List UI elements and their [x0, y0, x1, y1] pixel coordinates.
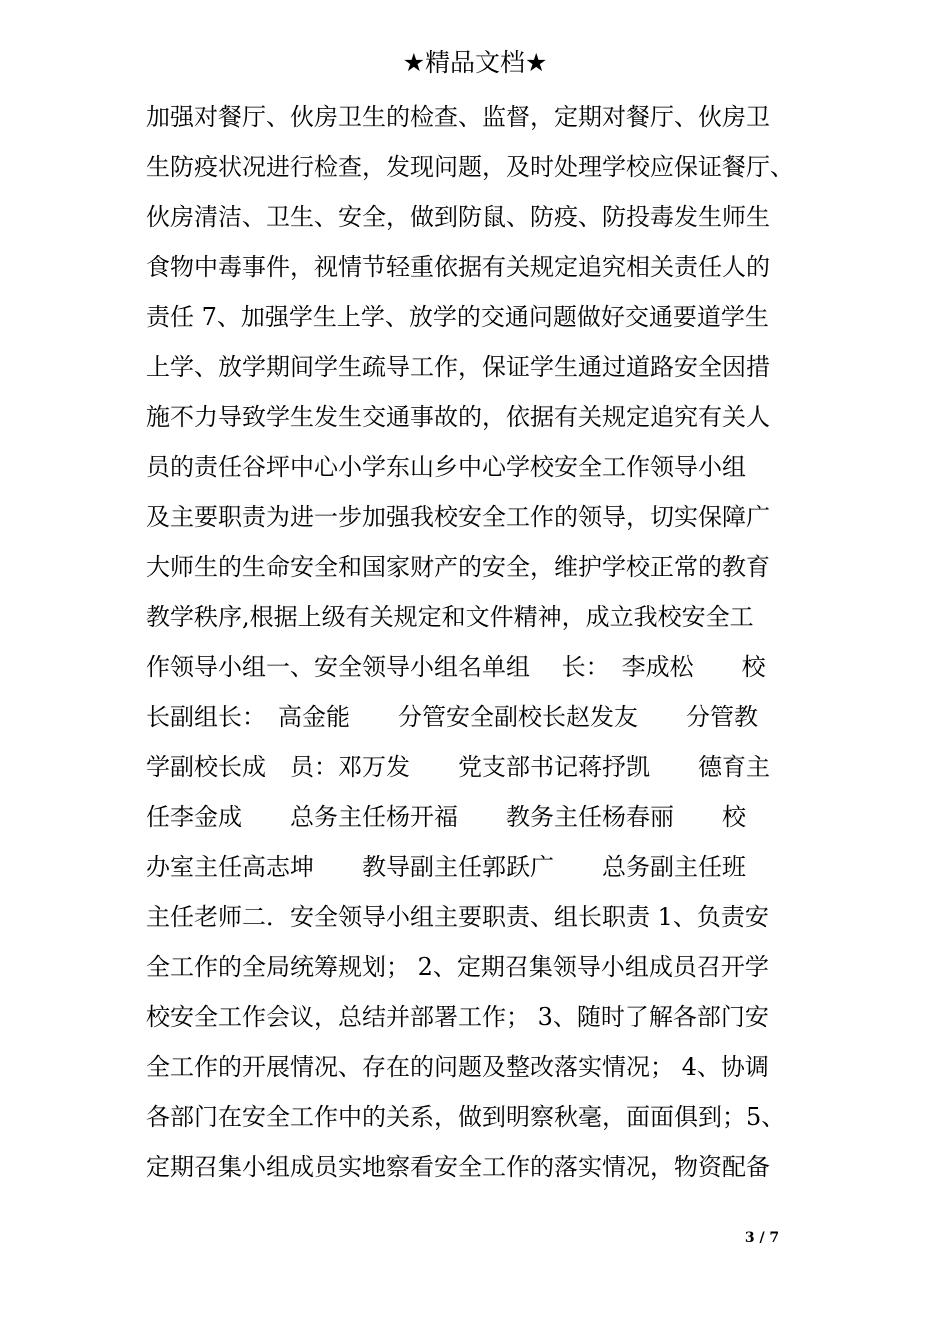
body-text-line: 员的责任谷坪中心小学东山乡中心学校安全工作领导小组: [146, 453, 746, 481]
body-text-line: 教学秩序,根据上级有关规定和文件精神，成立我校安全工: [146, 603, 754, 631]
body-text-line: 伙房清洁、卫生、安全，做到防鼠、防疫、防投毒发生师生: [146, 203, 770, 231]
body-text-line: 任李金成 总务主任杨开福 教务主任杨春丽 校: [146, 803, 746, 831]
body-text-line: 全工作的开展情况、存在的问题及整改落实情况； 4、协调: [146, 1053, 769, 1081]
body-text-line: 责任 7、加强学生上学、放学的交通问题做好交通要道学生: [146, 303, 769, 331]
body-text-line: 主任老师二．安全领导小组主要职责、组长职责 1、负责安: [146, 903, 769, 931]
page-number: 3 / 7: [744, 1230, 780, 1246]
page-header-title: ★精品文档★: [402, 48, 548, 77]
body-text-line: 施不力导致学生发生交通事故的，依据有关规定追究有关人: [146, 403, 770, 431]
body-text-line: 全工作的全局统筹规划； 2、定期召集领导小组成员召开学: [146, 953, 769, 981]
body-text-line: 办室主任高志坤 教导副主任郭跃广 总务副主任班: [146, 853, 746, 881]
body-text-line: 定期召集小组成员实地察看安全工作的落实情况，物资配备: [146, 1153, 770, 1181]
body-text-line: 食物中毒事件，视情节轻重依据有关规定追究相关责任人的: [146, 253, 770, 281]
body-text-line: 大师生的生命安全和国家财产的安全，维护学校正常的教育: [146, 553, 770, 581]
body-text-line: 上学、放学期间学生疏导工作，保证学生通过道路安全因措: [146, 353, 770, 381]
body-text-line: 作领导小组一、安全领导小组名单组 长： 李成松 校: [146, 653, 766, 681]
body-text-line: 各部门在安全工作中的关系，做到明察秋毫，面面俱到；5、: [146, 1103, 786, 1131]
body-text-line: 校安全工作会议，总结并部署工作； 3、随时了解各部门安: [146, 1003, 769, 1031]
body-text-line: 学副校长成 员：邓万发 党支部书记蒋抒凯 德育主: [146, 753, 770, 781]
body-text-line: 长副组长： 高金能 分管安全副校长赵发友 分管教: [146, 703, 758, 731]
document-body: [146, 92, 816, 1192]
body-text-line: 加强对餐厅、伙房卫生的检查、监督，定期对餐厅、伙房卫: [146, 103, 770, 131]
body-text-line: 生防疫状况进行检查，发现问题，及时处理学校应保证餐厅、: [146, 153, 794, 181]
body-text-line: 及主要职责为进一步加强我校安全工作的领导，切实保障广: [146, 503, 770, 531]
